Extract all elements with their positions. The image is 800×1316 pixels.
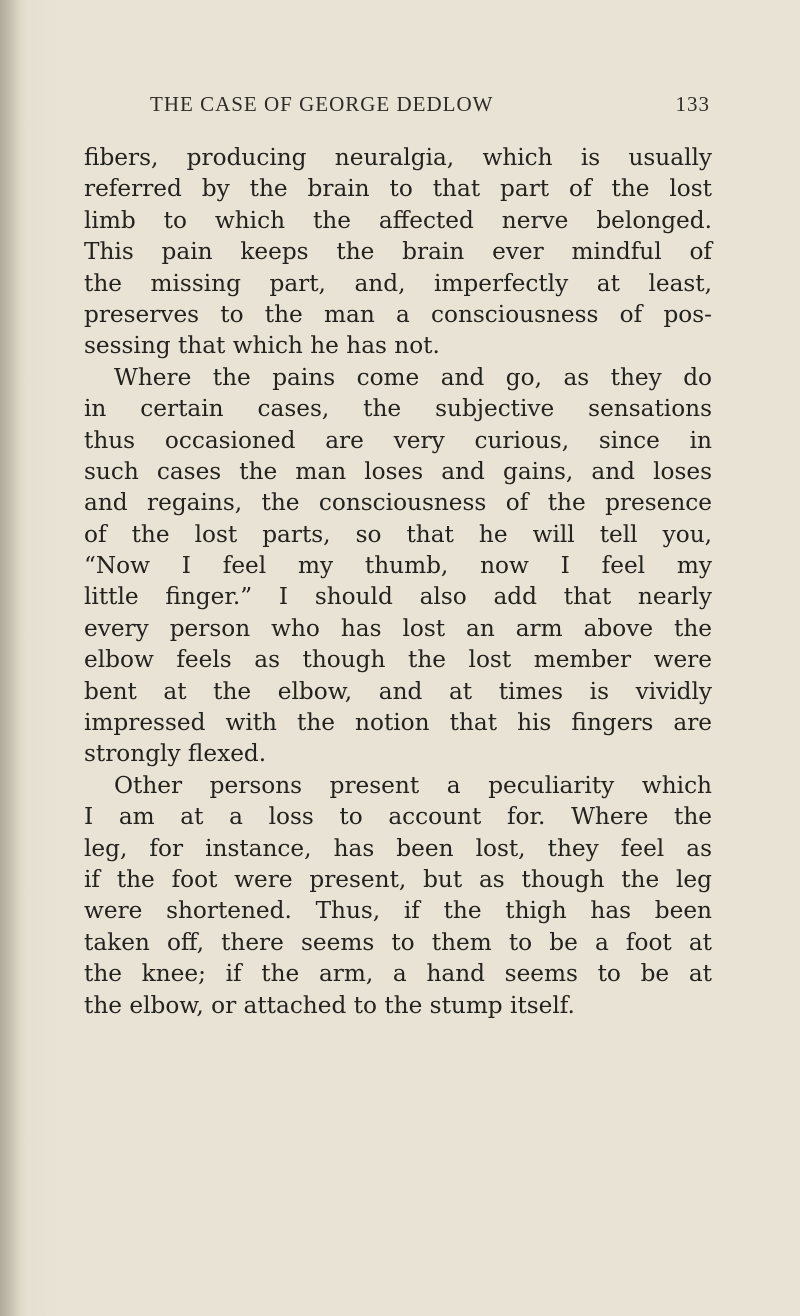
page-number: 133 <box>675 92 710 116</box>
text-line: limb to which the affected nerve belonged. <box>84 206 712 234</box>
text-line: were shortened. Thus, if the thigh has been <box>84 897 712 925</box>
text-line: referred by the brain to that part of the lost <box>84 175 712 203</box>
running-head-title: THE CASE OF GEORGE DEDLOW <box>150 92 494 116</box>
text-line: every person who has lost an arm above the <box>84 614 712 642</box>
text-line: leg, for instance, has been lost, they feel as <box>84 834 712 862</box>
text-line: the missing part, and, imperfectly at least, <box>84 269 712 297</box>
text-line: I am at a loss to account for. Where the <box>84 803 712 831</box>
binding-gutter-shadow <box>0 0 22 1316</box>
text-line: if the foot were present, but as though the leg <box>84 865 712 893</box>
running-head <box>150 92 710 122</box>
text-line: impressed with the notion that his fingers are <box>84 709 712 737</box>
text-line: of the lost parts, so that he will tell you, <box>84 520 712 548</box>
text-line: preserves to the man a consciousness of pos- <box>84 300 712 328</box>
text-line: in certain cases, the subjective sensations <box>84 395 712 423</box>
text-line: elbow feels as though the lost member were <box>84 646 712 674</box>
text-line: Other persons present a peculiarity which <box>114 771 712 799</box>
text-line: fibers, producing neuralgia, which is usually <box>84 144 712 171</box>
text-line: taken off, there seems to them to be a foot at <box>84 928 712 956</box>
text-line: strongly flexed. <box>84 740 267 768</box>
text-line: sessing that which he has not. <box>84 332 440 360</box>
text-line: and regains, the consciousness of the presence <box>84 489 712 517</box>
text-line: This pain keeps the brain ever mindful of <box>84 238 712 266</box>
text-line: Where the pains come and go, as they do <box>114 363 712 391</box>
text-line: the elbow, or attached to the stump itself. <box>84 991 575 1019</box>
text-line: the knee; if the arm, a hand seems to be at <box>84 960 712 988</box>
text-line: bent at the elbow, and at times is vividly <box>84 677 712 705</box>
text-line: such cases the man loses and gains, and loses <box>84 457 712 485</box>
text-line: thus occasioned are very curious, since in <box>84 426 712 454</box>
body-text <box>84 142 712 1021</box>
text-line: little finger.” I should also add that nearly <box>84 583 712 611</box>
text-line: “Now I feel my thumb, now I feel my <box>84 552 712 580</box>
